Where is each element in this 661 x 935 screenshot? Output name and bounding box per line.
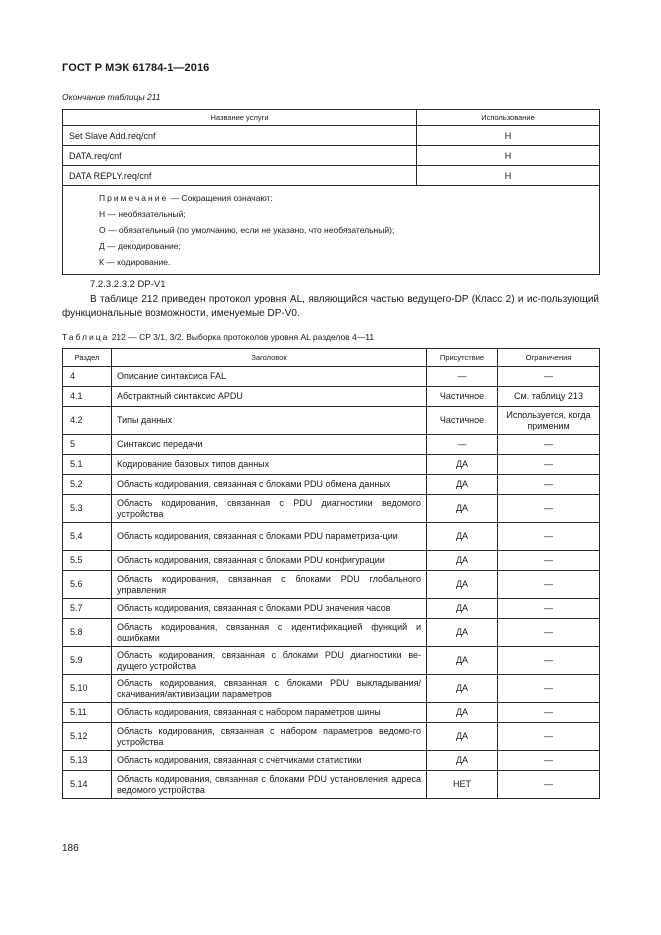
section-cell: 5.10 <box>63 675 112 703</box>
limits-cell: — <box>498 495 600 523</box>
title-cell: Область кодирования, связанная с блоками PDU выкладывания/ скачивания/активизации параметров <box>112 675 427 703</box>
title-cell: Описание синтаксиса FAL <box>112 367 427 387</box>
title-cell: Область кодирования, связанная с блоками PDU значения часов <box>112 599 427 619</box>
section-cell: 5.1 <box>63 455 112 475</box>
limits-cell: — <box>498 619 600 647</box>
table-row <box>63 387 600 407</box>
service-name-cell: Set Slave Add.req/cnf <box>63 126 417 146</box>
limits-cell: — <box>498 751 600 771</box>
presence-cell: ДА <box>427 723 498 751</box>
table-row <box>63 571 600 599</box>
section-cell: 5.4 <box>63 523 112 551</box>
table-row <box>63 619 600 647</box>
note-line: К — кодирование. <box>99 257 171 267</box>
presence-cell: ДА <box>427 475 498 495</box>
table-row <box>63 723 600 751</box>
presence-cell: ДА <box>427 523 498 551</box>
limits-cell: Используется, когда применим <box>498 407 600 435</box>
title-cell: Область кодирования, связанная с идентификацией функций и ошибками <box>112 619 427 647</box>
title-cell: Область кодирования, связанная с PDU диагностики ведомого устройства <box>112 495 427 523</box>
presence-cell: ДА <box>427 551 498 571</box>
presence-cell: НЕТ <box>427 771 498 799</box>
presence-cell: Частичное <box>427 387 498 407</box>
limits-cell: — <box>498 675 600 703</box>
limits-cell: — <box>498 571 600 599</box>
table-note <box>63 186 600 275</box>
note-line: Н — необязательный; <box>99 209 186 219</box>
title-cell: Область кодирования, связанная с блоками PDU установления адреса ведомого устройства <box>112 771 427 799</box>
table-212 <box>62 348 600 799</box>
limits-cell: — <box>498 455 600 475</box>
limits-cell: — <box>498 523 600 551</box>
presence-cell: Частичное <box>427 407 498 435</box>
section-cell: 4 <box>63 367 112 387</box>
table-row <box>63 551 600 571</box>
section-cell: 5.5 <box>63 551 112 571</box>
column-header-presence: Присутствие <box>427 349 498 367</box>
limits-cell: — <box>498 475 600 495</box>
presence-cell: ДА <box>427 495 498 523</box>
usage-cell: Н <box>417 146 600 166</box>
title-cell: Абстрактный синтаксис APDU <box>112 387 427 407</box>
limits-cell: — <box>498 551 600 571</box>
title-cell: Синтаксис передачи <box>112 435 427 455</box>
limits-cell: — <box>498 703 600 723</box>
title-cell: Область кодирования, связанная с счетчиками статистики <box>112 751 427 771</box>
column-header-usage: Использование <box>417 110 600 126</box>
note-line: Д — декодирование; <box>99 241 181 251</box>
table-211-note-row <box>63 186 600 275</box>
table-row <box>63 435 600 455</box>
section-cell: 4.2 <box>63 407 112 435</box>
table-211 <box>62 109 600 275</box>
limits-cell: — <box>498 723 600 751</box>
usage-cell: Н <box>417 166 600 186</box>
section-cell: 5.6 <box>63 571 112 599</box>
section-cell: 5 <box>63 435 112 455</box>
limits-cell: См. таблицу 213 <box>498 387 600 407</box>
title-cell: Типы данных <box>112 407 427 435</box>
limits-cell: — <box>498 599 600 619</box>
section-heading: 7.2.3.2.3.2 DP-V1 <box>90 279 166 290</box>
limits-cell: — <box>498 771 600 799</box>
section-cell: 5.8 <box>63 619 112 647</box>
table-row <box>63 455 600 475</box>
column-header-title: Заголовок <box>112 349 427 367</box>
section-cell: 5.3 <box>63 495 112 523</box>
table-212-caption <box>62 332 374 342</box>
presence-cell: ДА <box>427 751 498 771</box>
page-number: 186 <box>62 843 79 854</box>
table-row <box>63 675 600 703</box>
title-cell: Область кодирования, связанная с набором параметров шины <box>112 703 427 723</box>
column-header-limits: Ограничения <box>498 349 600 367</box>
table-211-header-row <box>63 110 600 126</box>
limits-cell: — <box>498 647 600 675</box>
table-row <box>63 647 600 675</box>
note-intro <box>99 190 599 206</box>
limits-cell: — <box>498 367 600 387</box>
column-header-service-name: Название услуги <box>63 110 417 126</box>
table-row <box>63 599 600 619</box>
table-row <box>63 367 600 387</box>
section-cell: 5.2 <box>63 475 112 495</box>
title-cell: Область кодирования, связанная с блоками PDU параметриза-ции <box>112 523 427 551</box>
presence-cell: ДА <box>427 455 498 475</box>
presence-cell: ДА <box>427 571 498 599</box>
presence-cell: ДА <box>427 647 498 675</box>
column-header-section: Раздел <box>63 349 112 367</box>
service-name-cell: DATA.req/cnf <box>63 146 417 166</box>
presence-cell: ДА <box>427 619 498 647</box>
section-cell: 5.12 <box>63 723 112 751</box>
title-cell: Область кодирования, связанная с набором параметров ведомо-го устройства <box>112 723 427 751</box>
note-label: Примечание <box>99 193 169 203</box>
table-212-header-row <box>63 349 600 367</box>
table-211-caption: Окончание таблицы 211 <box>62 92 161 102</box>
title-cell: Область кодирования, связанная с блоками PDU диагностики ве-дущего устройства <box>112 647 427 675</box>
table-row <box>63 703 600 723</box>
table-row <box>63 495 600 523</box>
presence-cell: ДА <box>427 675 498 703</box>
document-header: ГОСТ Р МЭК 61784-1—2016 <box>62 62 210 74</box>
title-cell: Область кодирования, связанная с блоками PDU конфигурации <box>112 551 427 571</box>
presence-cell: ДА <box>427 703 498 723</box>
table-row <box>63 523 600 551</box>
table-212-caption-label: Таблица <box>62 332 110 342</box>
table-212-caption-text: 212 — CP 3/1, 3/2. Выборка протоколов уровня AL разделов 4—11 <box>109 332 375 342</box>
section-cell: 5.14 <box>63 771 112 799</box>
table-row <box>63 166 600 186</box>
section-cell: 5.7 <box>63 599 112 619</box>
table-row <box>63 475 600 495</box>
table-row <box>63 146 600 166</box>
service-name-cell: DATA REPLY.req/cnf <box>63 166 417 186</box>
section-paragraph: В таблице 212 приведен протокол уровня AL, являющийся частью ведущего-DP (Класс 2) и ис-пользующий функциональные возможности, именуемые DP-V0. <box>62 294 599 319</box>
section-cell: 5.11 <box>63 703 112 723</box>
note-line: О — обязательный (по умолчанию, если не указано, что необязательный); <box>99 225 395 235</box>
limits-cell: — <box>498 435 600 455</box>
usage-cell: Н <box>417 126 600 146</box>
presence-cell: — <box>427 435 498 455</box>
presence-cell: — <box>427 367 498 387</box>
table-row <box>63 751 600 771</box>
section-cell: 5.13 <box>63 751 112 771</box>
title-cell: Область кодирования, связанная с блоками PDU глобального управления <box>112 571 427 599</box>
table-row <box>63 771 600 799</box>
note-intro-text: — Сокращения означают: <box>168 193 273 203</box>
title-cell: Кодирование базовых типов данных <box>112 455 427 475</box>
section-cell: 4.1 <box>63 387 112 407</box>
table-row <box>63 126 600 146</box>
title-cell: Область кодирования, связанная с блоками PDU обмена данных <box>112 475 427 495</box>
section-cell: 5.9 <box>63 647 112 675</box>
presence-cell: ДА <box>427 599 498 619</box>
table-row <box>63 407 600 435</box>
